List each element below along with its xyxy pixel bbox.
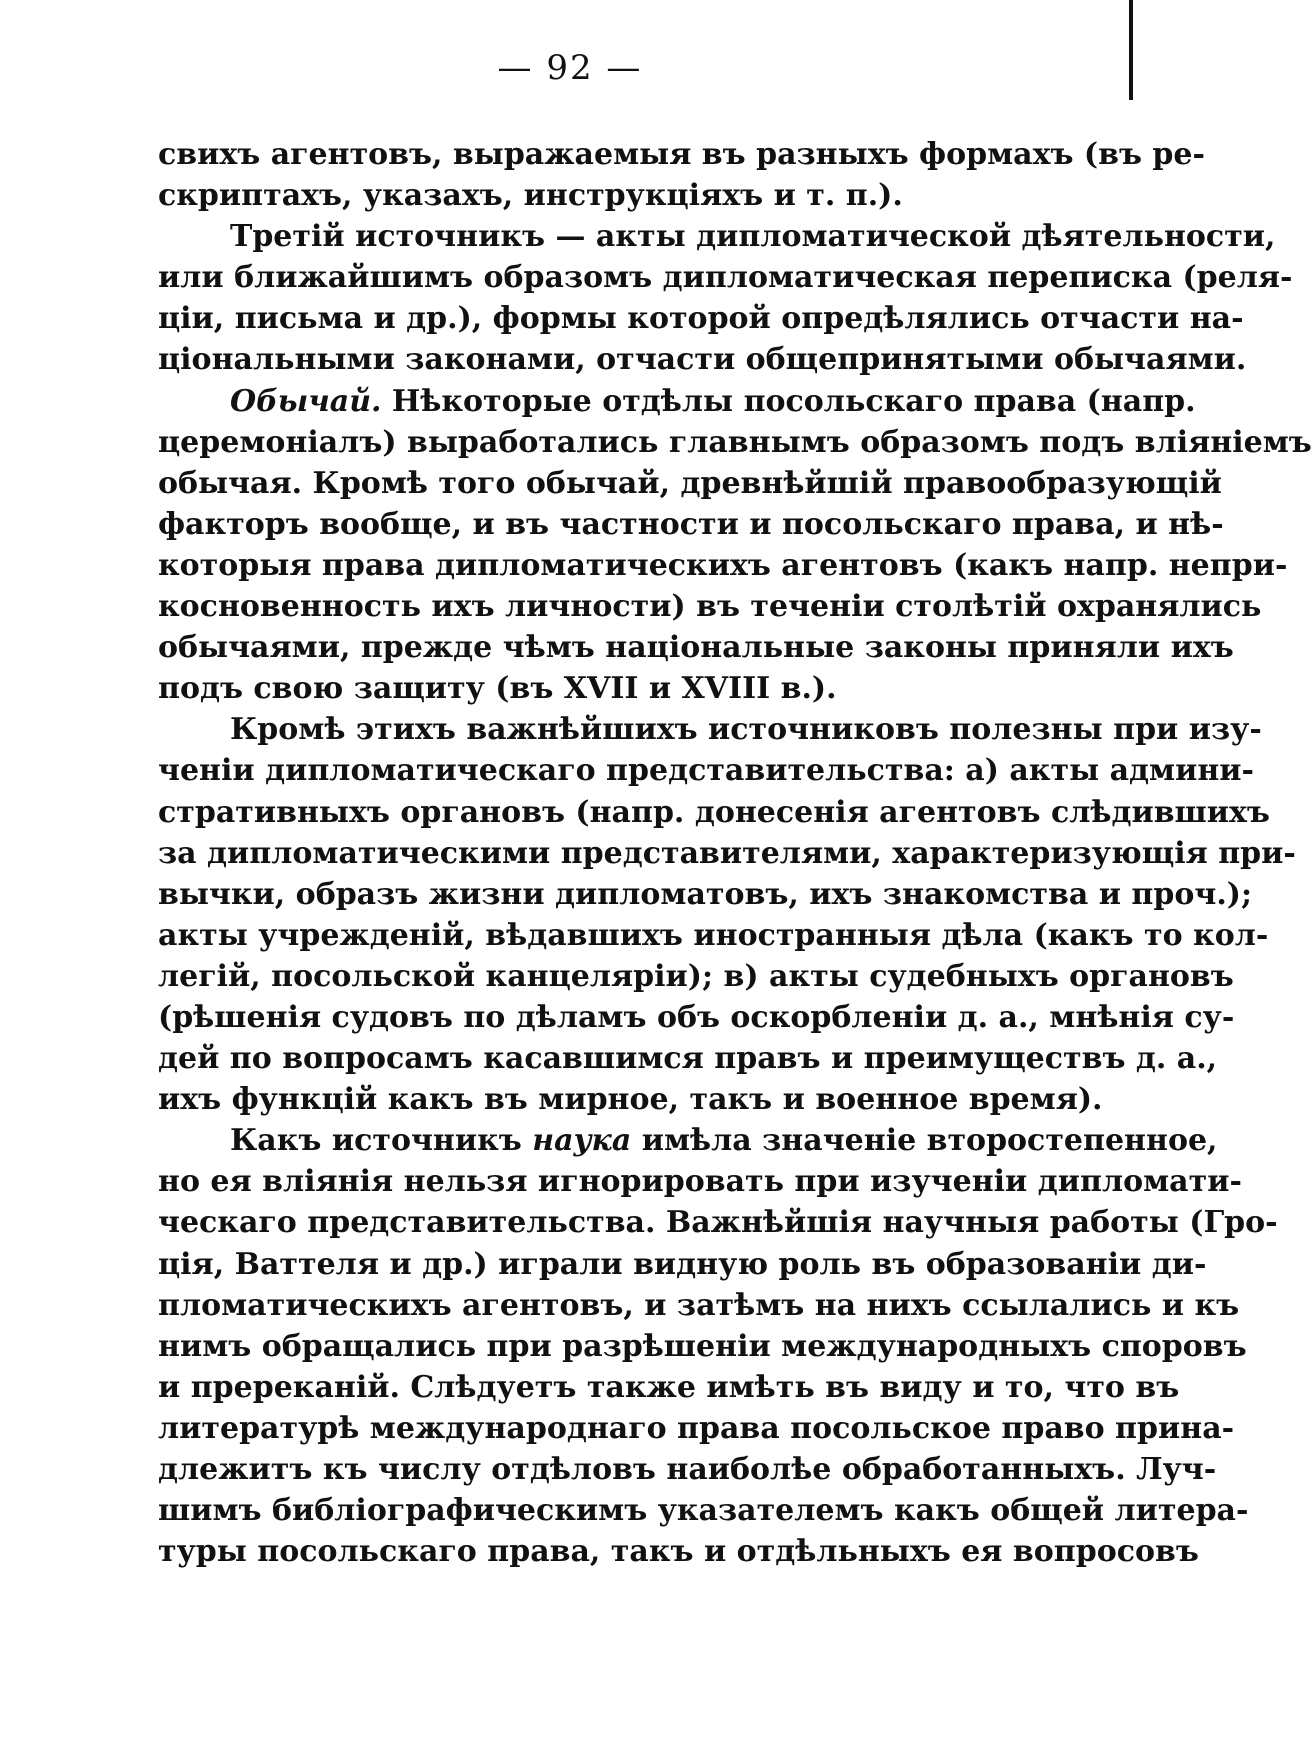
text-segment: скриптахъ, указахъ, инструкціяхъ и т. п.). [158, 178, 903, 214]
text-segment: Третій источникъ — акты дипломатической дѣятельности, [230, 219, 1276, 255]
text-line [158, 709, 1262, 750]
text-segment: или ближайшимъ образомъ дипломатическая переписка (реля- [158, 260, 1293, 296]
text-line [158, 339, 1247, 380]
text-segment: косновенность ихъ личности) въ теченіи столѣтій охранялись [158, 589, 1262, 625]
text-segment: нимъ обращались при разрѣшеніи международныхъ споровъ [158, 1328, 1247, 1364]
text-line [158, 298, 1244, 339]
text-line [158, 1079, 1103, 1120]
text-line [158, 956, 1234, 997]
body-text [158, 134, 1312, 1572]
text-line [158, 134, 1205, 175]
text-line [158, 915, 1269, 956]
text-line [158, 504, 1224, 545]
text-segment: легій, посольской канцеляріи); в) акты судебныхъ органовъ [158, 958, 1234, 994]
text-line [158, 257, 1293, 298]
text-segment: ціи, письма и др.), формы которой опредѣлялись отчасти на- [158, 301, 1244, 337]
text-segment: ченіи дипломатическаго представительства: а) акты админи- [158, 753, 1254, 789]
text-line [158, 1285, 1240, 1326]
text-segment: за дипломатическими представителями, характеризующія при- [158, 835, 1296, 871]
text-line [158, 545, 1288, 586]
text-line [158, 1449, 1217, 1490]
text-segment: обычаями, прежде чѣмъ національные законы приняли ихъ [158, 630, 1234, 666]
text-line [158, 627, 1234, 668]
text-segment: подъ свою защиту (въ XVII и XVIII в.). [158, 671, 837, 707]
text-line [158, 381, 1196, 422]
text-line [158, 1202, 1278, 1243]
page-number: — 92 — [497, 48, 643, 88]
text-segment: но ея вліянія нельзя игнорировать при изученіи дипломати- [158, 1164, 1242, 1200]
text-segment: (рѣшенія судовъ по дѣламъ объ оскорбленіи д. а., мнѣнія су- [158, 999, 1235, 1035]
text-segment: факторъ вообще, и въ частности и посольскаго права, и нѣ- [158, 506, 1224, 542]
text-segment: туры посольскаго права, такъ и отдѣльныхъ ея вопросовъ [158, 1534, 1199, 1570]
text-line [158, 1490, 1249, 1531]
text-segment: ціональными законами, отчасти общепринятыми обычаями. [158, 342, 1247, 378]
text-segment: вычки, образъ жизни дипломатовъ, ихъ знакомства и проч.); [158, 876, 1253, 912]
text-line [158, 792, 1270, 833]
text-line [158, 750, 1254, 791]
text-line [158, 1038, 1218, 1079]
text-segment: Нѣкоторые отдѣлы посольскаго права (напр. [381, 383, 1196, 419]
text-segment: акты учрежденій, вѣдавшихъ иностранныя дѣла (какъ то кол- [158, 917, 1269, 953]
text-line [158, 463, 1222, 504]
text-segment: шимъ библіографическимъ указателемъ какъ общей литера- [158, 1493, 1249, 1529]
text-line [158, 1161, 1242, 1202]
text-segment: ція, Ваттеля и др.) играли видную роль въ образованіи ди- [158, 1246, 1207, 1282]
italic-term: наука [532, 1123, 632, 1159]
text-line [158, 1244, 1207, 1285]
text-segment: пломатическихъ агентовъ, и затѣмъ на нихъ ссылались и къ [158, 1287, 1240, 1323]
text-segment: литературѣ международнаго права посольское право прина- [158, 1410, 1235, 1446]
text-line [158, 1326, 1247, 1367]
text-segment: Какъ источникъ [230, 1123, 533, 1159]
text-segment: Кромѣ этихъ важнѣйшихъ источниковъ полезны при изу- [230, 712, 1262, 748]
text-line [158, 1531, 1199, 1572]
text-line [158, 422, 1312, 463]
text-segment: которыя права дипломатическихъ агентовъ (какъ напр. непри- [158, 547, 1288, 583]
text-segment: имѣла значеніе второстепенное, [631, 1123, 1218, 1159]
text-line [158, 1120, 1218, 1161]
text-segment: длежитъ къ числу отдѣловъ наиболѣе обработанныхъ. Луч- [158, 1452, 1217, 1487]
text-line [158, 874, 1253, 915]
text-segment: обычая. Кромѣ того обычай, древнѣйшій правообразующій [158, 465, 1222, 501]
text-segment: дей по вопросамъ касавшимся правъ и преимуществъ д. а., [158, 1041, 1218, 1077]
text-segment: стративныхъ органовъ (напр. донесенія агентовъ слѣдившихъ [158, 794, 1270, 830]
text-line [158, 668, 1083, 709]
text-segment: ихъ функцій какъ въ мирное, такъ и военное время). [158, 1082, 1103, 1118]
text-segment: ческаго представительства. Важнѣйшія научныя работы (Гро- [158, 1205, 1278, 1241]
text-line [158, 586, 1262, 627]
text-line [158, 216, 1276, 257]
text-line [158, 997, 1235, 1038]
text-line [158, 833, 1296, 874]
text-line [158, 1367, 1180, 1408]
text-segment: церемоніалъ) выработались главнымъ образомъ подъ вліяніемъ [158, 424, 1312, 460]
text-line [158, 1408, 1235, 1449]
text-line [158, 175, 1083, 216]
italic-term: Обычай. [230, 383, 382, 419]
text-segment: и пререканій. Слѣдуетъ также имѣть въ виду и то, что въ [158, 1369, 1180, 1405]
text-segment: свихъ агентовъ, выражаемыя въ разныхъ формахъ (въ ре- [158, 137, 1205, 172]
